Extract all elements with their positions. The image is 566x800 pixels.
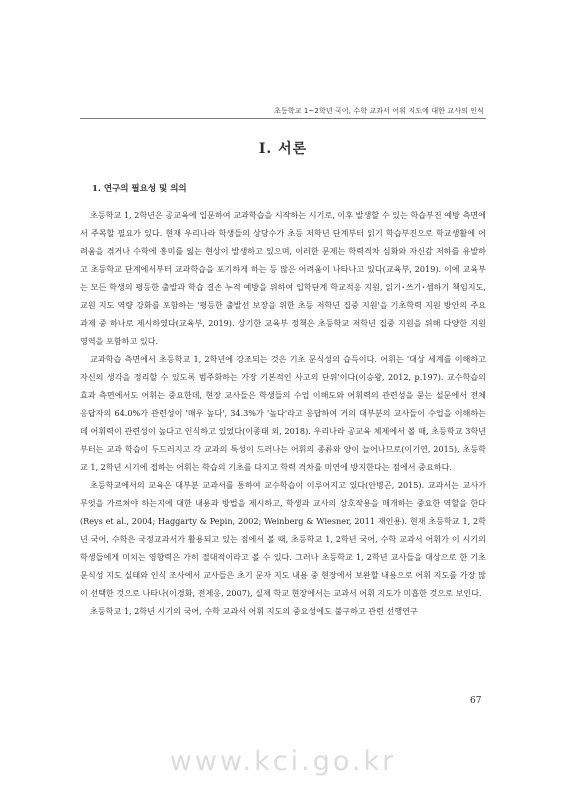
paragraph-1: 초등학교 1, 2학년은 공교육에 입문하여 교과학습을 시작하는 시기로, 이후 발생할 수 있는 학습부진 예방 측면에서 주목할 필요가 있다. 현재 우리나라 학생들의 상당수가 초등 저학년 단계부터 읽기 학습부진으로 학교생활에 어려움을 겪거나 수학에 흥미를 잃는 현상이 발생하고 있으며, 이러한 문제는 학력격차 심화와 자신감 저하를 유발하고 초등학교 단계에서부터 교과학습을 포기하게 하는 등 많은 어려움이 나타나고 있다(교육부, 2019). 이에 교육부는 모든 학생의 평등한 출발과 학습 결손 누적 예방을 위하여 입학단계 학교적응 지원, 읽기･쓰기･셈하기 책임지도, 교원 지도 역량 강화를 포함하는 '평등한 출발선 보장을 위한 초등 저학년 집중 지원'을 기초학력 지원 방안의 주요 과제 중 하나로 제시하였다(교육부, 2019). 상기한 교육부 정책은 초등학교 저학년 집중 지원을 위해 다양한 지원 영역을 포함하고 있다. bbox=[80, 210, 486, 346]
header-divider bbox=[80, 118, 486, 119]
watermark: www.kci.go.kr bbox=[169, 746, 397, 777]
body-text bbox=[80, 206, 486, 620]
paragraph-4: 초등학교 1, 2학년 시기의 국어, 수학 교과서 어휘 지도의 중요성에도 불구하고 관련 선행연구 bbox=[90, 606, 418, 616]
subsection-title: 1. 연구의 필요성 및 의의 bbox=[92, 184, 187, 194]
page-number: 67 bbox=[470, 696, 482, 706]
paragraph-2: 교과학습 측면에서 초등학교 1, 2학년에 강조되는 것은 기초 문식성의 습득이다. 어휘는 '대상 세계를 이해하고 자신의 생각을 정리할 수 있도록 범주화하는 가장 기본적인 사고의 단위'이다(이승왕, 2012, p.197). 교수학습의 효과 측면에서도 어휘는 중요한데, 현장 교사들은 학생들의 수업 이해도와 어휘력의 관련성을 묻는 설문에서 전체 응답자의 64.0%가 관련성이 '매우 높다', 34.3%가 '높다'라고 응답하여 거의 대부분의 교사들이 수업을 이해하는데 어휘력이 관련성이 높다고 인식하고 있었다(이종태 외, 2018). 우리나라 공교육 체제에서 볼 때, 초등학교 3학년부터는 교과 학습이 두드러지고 각 교과의 특성이 드러나는 어휘의 종류와 양이 늘어나므로(이기연, 2015), 초등학교 1, 2학년 시기에 접하는 어휘는 학습의 기초를 다지고 학력 격차를 미연에 방지한다는 점에서 중요하다. bbox=[80, 354, 486, 472]
section-title: Ⅰ. 서론 bbox=[258, 141, 308, 157]
paragraph-3: 초등학교에서의 교육은 대부분 교과서를 통하여 교수학습이 이루어지고 있다(안병곤, 2015). 교과서는 교사가 무엇을 가르쳐야 하는지에 대한 내용과 방법을 제시하고, 학생과 교사의 상호작용을 매개하는 중요한 역할을 한다(Reys et al., 2004; Haggarty & Pepin, 2002; Weinberg & Wiesner, 2011 재인용). 현재 초등학교 1, 2학년 국어, 수학은 국정교과서가 활용되고 있는 점에서 볼 때, 초등학교 1, 2학년 국어, 수학 교과서 어휘가 이 시기의 학생들에게 미치는 영향력은 가히 절대적이라고 볼 수 있다. 그러나 초등학교 1, 2학년 교사들을 대상으로 한 기초 문식성 지도 실태와 인식 조사에서 교사들은 초기 문자 지도 내용 중 현장에서 보완할 내용으로 어휘 지도를 가장 많이 선택한 것으로 나타나(이경화, 전제응, 2007), 실제 학교 현장에서는 교과서 어휘 지도가 미흡한 것으로 보인다. bbox=[80, 480, 486, 598]
running-header: 초등학교 1~2학년 국어, 수학 교과서 어휘 지도에 대한 교사의 인식 bbox=[274, 107, 484, 115]
